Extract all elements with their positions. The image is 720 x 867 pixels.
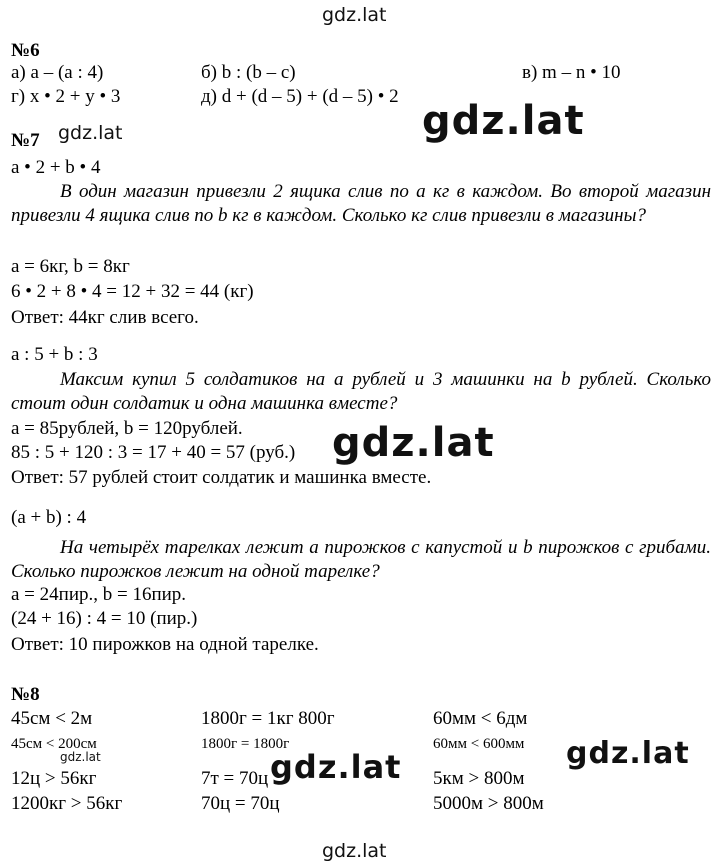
task6-title: №6	[11, 40, 40, 61]
task8-row4-col2: 70ц = 70ц	[201, 793, 280, 814]
task8-row4-col1: 1200кг > 56кг	[11, 793, 123, 814]
task7-p3-values: a = 24пир., b = 16пир.	[11, 584, 187, 605]
task8-row1-col3: 60мм < 6дм	[433, 708, 528, 729]
task8-row3-col2: 7т = 70ц	[201, 768, 269, 789]
task7-title: №7	[11, 130, 40, 151]
task7-p2-text: Максим купил 5 солдатиков на a рублей и 3 машинки на b рублей. Сколько стоит один солдатик и одна машинка вместе?	[11, 369, 711, 414]
task7-p2-expression: a : 5 + b : 3	[11, 344, 98, 365]
task7-p1-text: В один магазин привезли 2 ящика слив по a кг в каждом. Во второй магазин привезли 4 ящика слив по b кг в каждом. Сколько кг слив привезли в магазины?	[11, 181, 711, 226]
task8-row2-col2: 1800г = 1800г	[201, 736, 290, 752]
task7-p3-answer: Ответ: 10 пирожков на одной тарелке.	[11, 634, 319, 655]
watermark-bottom: gdz.lat	[322, 840, 387, 862]
task6-item-v: в) m – n • 10	[522, 62, 621, 83]
task7-p3-text: На четырёх тарелках лежит a пирожков с капустой и b пирожков с грибами. Сколько пирожков лежит на одной тарелке?	[11, 537, 711, 582]
task8-title: №8	[11, 684, 40, 705]
task6-item-g: г) x • 2 + y • 3	[11, 86, 121, 107]
task6-item-d: д) d + (d – 5) + (d – 5) • 2	[201, 86, 399, 107]
watermark-large-1: gdz.lat	[422, 98, 585, 144]
task8-row1-col1: 45см < 2м	[11, 708, 93, 729]
watermark-small-1: gdz.lat	[58, 122, 123, 144]
task8-row4-col3: 5000м > 800м	[433, 793, 544, 814]
task7-p1-answer: Ответ: 44кг слив всего.	[11, 307, 199, 328]
task8-row2-col3: 60мм < 600мм	[433, 736, 525, 752]
task7-p2-calculation: 85 : 5 + 120 : 3 = 17 + 40 = 57 (руб.)	[11, 442, 296, 463]
task8-row3-col1: 12ц > 56кг	[11, 768, 97, 789]
watermark-top: gdz.lat	[322, 4, 387, 26]
task8-row1-col2: 1800г = 1кг 800г	[201, 708, 335, 729]
task7-p1-values: a = 6кг, b = 8кг	[11, 256, 130, 277]
watermark-large-2: gdz.lat	[332, 420, 495, 466]
task7-p2-answer: Ответ: 57 рублей стоит солдатик и машинка вместе.	[11, 467, 432, 488]
task6-item-a: а) a – (a : 4)	[11, 62, 104, 83]
task6-item-b: б) b : (b – c)	[201, 62, 296, 83]
watermark-large-3: gdz.lat	[270, 748, 402, 786]
task7-p1-expression: a • 2 + b • 4	[11, 157, 101, 178]
task8-row2-col1: 45см < 200см	[11, 736, 97, 752]
watermark-mini: gdz.lat	[60, 750, 101, 764]
task8-row3-col3: 5км > 800м	[433, 768, 525, 789]
task7-p3-expression: (a + b) : 4	[11, 507, 87, 528]
task7-p2-values: a = 85рублей, b = 120рублей.	[11, 418, 243, 439]
task7-p1-calculation: 6 • 2 + 8 • 4 = 12 + 32 = 44 (кг)	[11, 281, 254, 302]
watermark-large-4: gdz.lat	[566, 736, 690, 771]
task7-p3-calculation: (24 + 16) : 4 = 10 (пир.)	[11, 608, 198, 629]
